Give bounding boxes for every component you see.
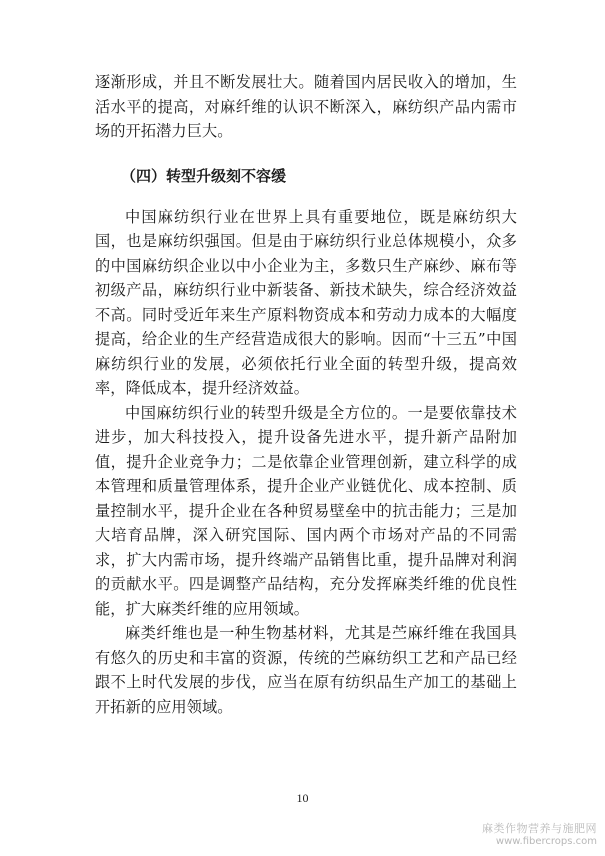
watermark: [482, 822, 597, 848]
page-number: 10: [296, 791, 309, 805]
continuation-paragraph: 逐渐形成，并且不断发展壮大。随着国内居民收入的增加，生活水平的提高，对麻纤维的认识不断深入，麻纺织产品内需市场的开拓潜力巨大。: [95, 73, 517, 140]
body-paragraph-1: 中国麻纺织行业在世界上具有重要地位，既是麻纺织大国，也是麻纺织强国。但是由于麻纺织行业总体规模小，众多的中国麻纺织企业以中小企业为主，多数只生产麻纱、麻布等初级产品，麻纺织行业中新装备、新技术缺失，综合经济效益不高。同时受近年来生产原料物资成本和劳动力成本的大幅度提高，给企业的生产经营造成很大的影响。因而“十三五”中国麻纺织行业的发展，必须依托行业全面的转型升级，提高效率，降低成本，提升经济效益。: [95, 207, 517, 397]
watermark-site-name: 麻类作物营养与施肥网: [482, 822, 597, 835]
page-body: [95, 70, 517, 719]
spacer: [95, 188, 517, 205]
spacer: [95, 144, 517, 164]
section-heading: （四）转型升级刻不容缓: [121, 166, 287, 185]
watermark-url: www.fibercrops.com: [495, 836, 597, 847]
body-paragraph-2: 中国麻纺织行业的转型升级是全方位的。一是要依靠技术进步，加大科技投入，提升设备先进水平，提升新产品附加值，提升企业竞争力；二是依靠企业管理创新，建立科学的成本管理和质量管理体系，提升企业产业链优化、成本控制、质量控制水平，提升企业在各种贸易壁垒中的抗击能力；三是加大培育品牌，深入研究国际、国内两个市场对产品的不同需求，扩大内需市场，提升终端产品销售比重，提升品牌对利润的贡献水平。四是调整产品结构，充分发挥麻类纤维的优良性能，扩大麻类纤维的应用领域。: [95, 403, 517, 618]
body-paragraph-3: 麻类纤维也是一种生物基材料，尤其是苎麻纤维在我国具有悠久的历史和丰富的资源，传统的苎麻纺织工艺和产品已经跟不上时代发展的步伐，应当在原有纺织品生产加工的基础上开拓新的应用领域。: [95, 624, 517, 716]
